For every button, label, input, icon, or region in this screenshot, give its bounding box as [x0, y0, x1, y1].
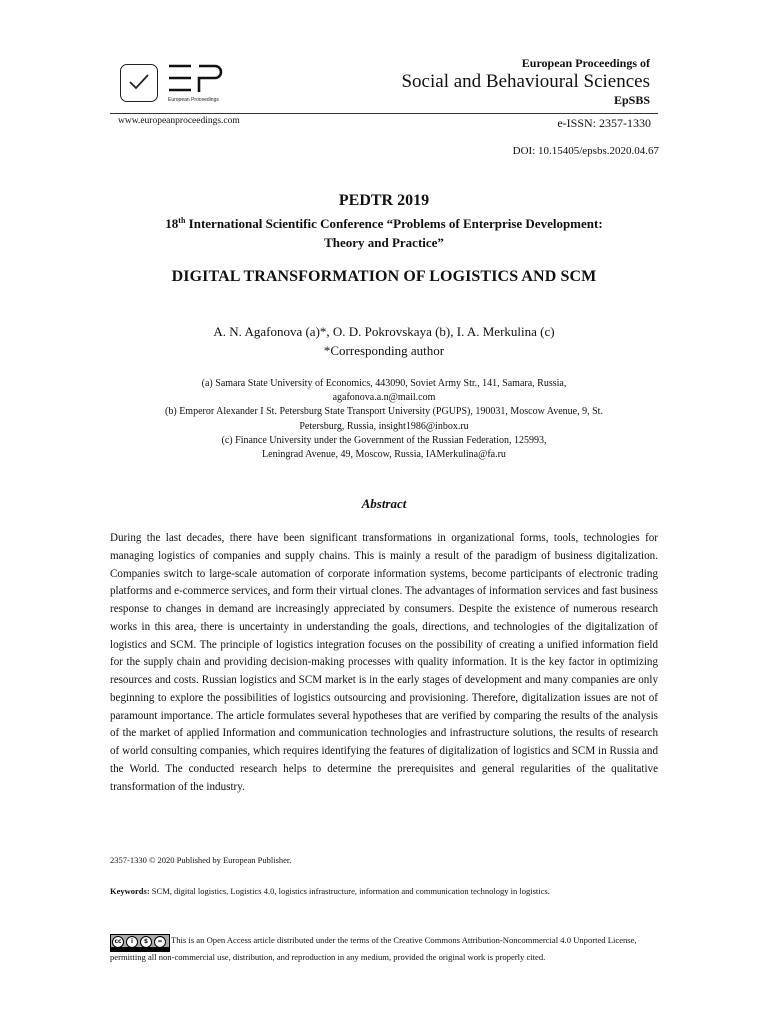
copyright-line: 2357-1330 © 2020 Published by European Publisher. [110, 855, 292, 865]
conference-ordinal-suffix: th [178, 216, 186, 225]
journal-prefix: European Proceedings of [521, 56, 650, 70]
attribution-icon: i [126, 936, 138, 948]
abstract-text: During the last decades, there have been significant transformations in organizational forms, tools, technologies for managing logistics of companies and supply chains. This is mainly a result of the paradigm of business digitalization. Companies switch to large-scale automation of corporate information systems, become participants of electronic trading platforms and e-commerce services, and form their virtual clones. The advantages of information services and fast business response to changes in demand are increasingly appreciated by consumers. Despite the existence of numerous research works in this area, there is uncertainty in understanding the goals, directions, and technologies of the digitalization of logistics and SCM. The principle of logistics integration focuses on the possibility of creating a unified information field for the supply chain and providing decision-making processes with quality information. It is the key factor in optimizing resources and costs. Russian logistics and SCM market is in the early stages of development and many companies are only beginning to explore the possibilities of logistics outsourcing and provisioning. Therefore, digitalization issues are not of paramount importance. The article formulates several hypotheses that are verified by comparing the results of the analysis of the market of applied Information and communication technologies and infrastructure solutions, the results of research of world consulting companies, which requires identifying the features of digitalization of logistics and SCM in Russia and the World. The conducted research helps to determine the prerequisites and general regularities of the qualitative transformation of the industry. [110, 532, 658, 793]
journal-name: Social and Behavioural Sciences [401, 71, 650, 92]
doi[interactable]: DOI: 10.15405/epsbs.2020.04.67 [512, 145, 659, 157]
journal-abbreviation: EpSBS [613, 93, 650, 107]
affiliations [110, 377, 658, 462]
logo-caption: European Proceedings [168, 97, 219, 103]
checkmark-icon [120, 64, 158, 102]
conference-title [110, 214, 658, 252]
ep-logo-letters-icon [167, 62, 225, 101]
keywords-line [110, 886, 550, 896]
noncommercial-icon: $ [140, 936, 152, 948]
journal-masthead [401, 56, 650, 108]
license-notice [110, 935, 658, 963]
website-link[interactable]: www.europeanproceedings.com [118, 116, 240, 126]
conference-ordinal-number: 18 [165, 216, 179, 231]
conference-name: PEDTR 2019 [338, 192, 430, 209]
affiliation-c: (c) Finance University under the Government of the Russian Federation, 125993, [221, 434, 547, 446]
affiliation-b: (b) Emperor Alexander I St. Petersburg State Transport University (PGUPS), 190031, Moscow Avenue, 9, St. [165, 406, 603, 418]
keywords-list: SCM, digital logistics, Logistics 4.0, logistics infrastructure, information and communication technology in logistics. [149, 886, 550, 896]
conference-title-line1: International Scientific Conference “Problems of Enterprise Development: [185, 216, 603, 231]
author-block [110, 322, 658, 360]
affiliation-b-cont: Petersburg, Russia, insight1986@inbox.ru [299, 420, 469, 432]
authors: A. N. Agafonova (a)*, O. D. Pokrovskaya (b), I. A. Merkulina (c) [213, 324, 555, 339]
affiliation-c-cont: Leningrad Avenue, 49, Moscow, Russia, IAMerkulina@fa.ru [262, 449, 506, 461]
conference-title-line2: Theory and Practice” [324, 235, 444, 250]
noderivatives-icon: = [154, 936, 166, 948]
license-text: This is an Open Access article distributed under the terms of the Creative Commons Attribution-Noncommercial 4.0 Unported License, permitting all non-commercial use, distribution, and reproduction in any medium, provided the original work is properly cited. [110, 935, 637, 962]
affiliation-a: (a) Samara State University of Economics, 443090, Soviet Army Str., 141, Samara, Russia, [201, 378, 567, 389]
abstract-heading: Abstract [361, 496, 407, 511]
header-divider [110, 113, 658, 114]
issn: e-ISSN: 2357-1330 [557, 116, 651, 130]
publisher-logo [120, 62, 230, 108]
keywords-label: Keywords: [110, 886, 150, 896]
license-badge-strip [111, 947, 169, 951]
paper-title: DIGITAL TRANSFORMATION OF LOGISTICS AND SCM [171, 268, 597, 285]
corresponding-author-note: *Corresponding author [323, 343, 445, 358]
affiliation-a-email: agafonova.a.n@mail.com [332, 392, 436, 404]
cc-symbol-icon: cc [112, 936, 124, 948]
creative-commons-badge-icon[interactable] [110, 934, 170, 952]
